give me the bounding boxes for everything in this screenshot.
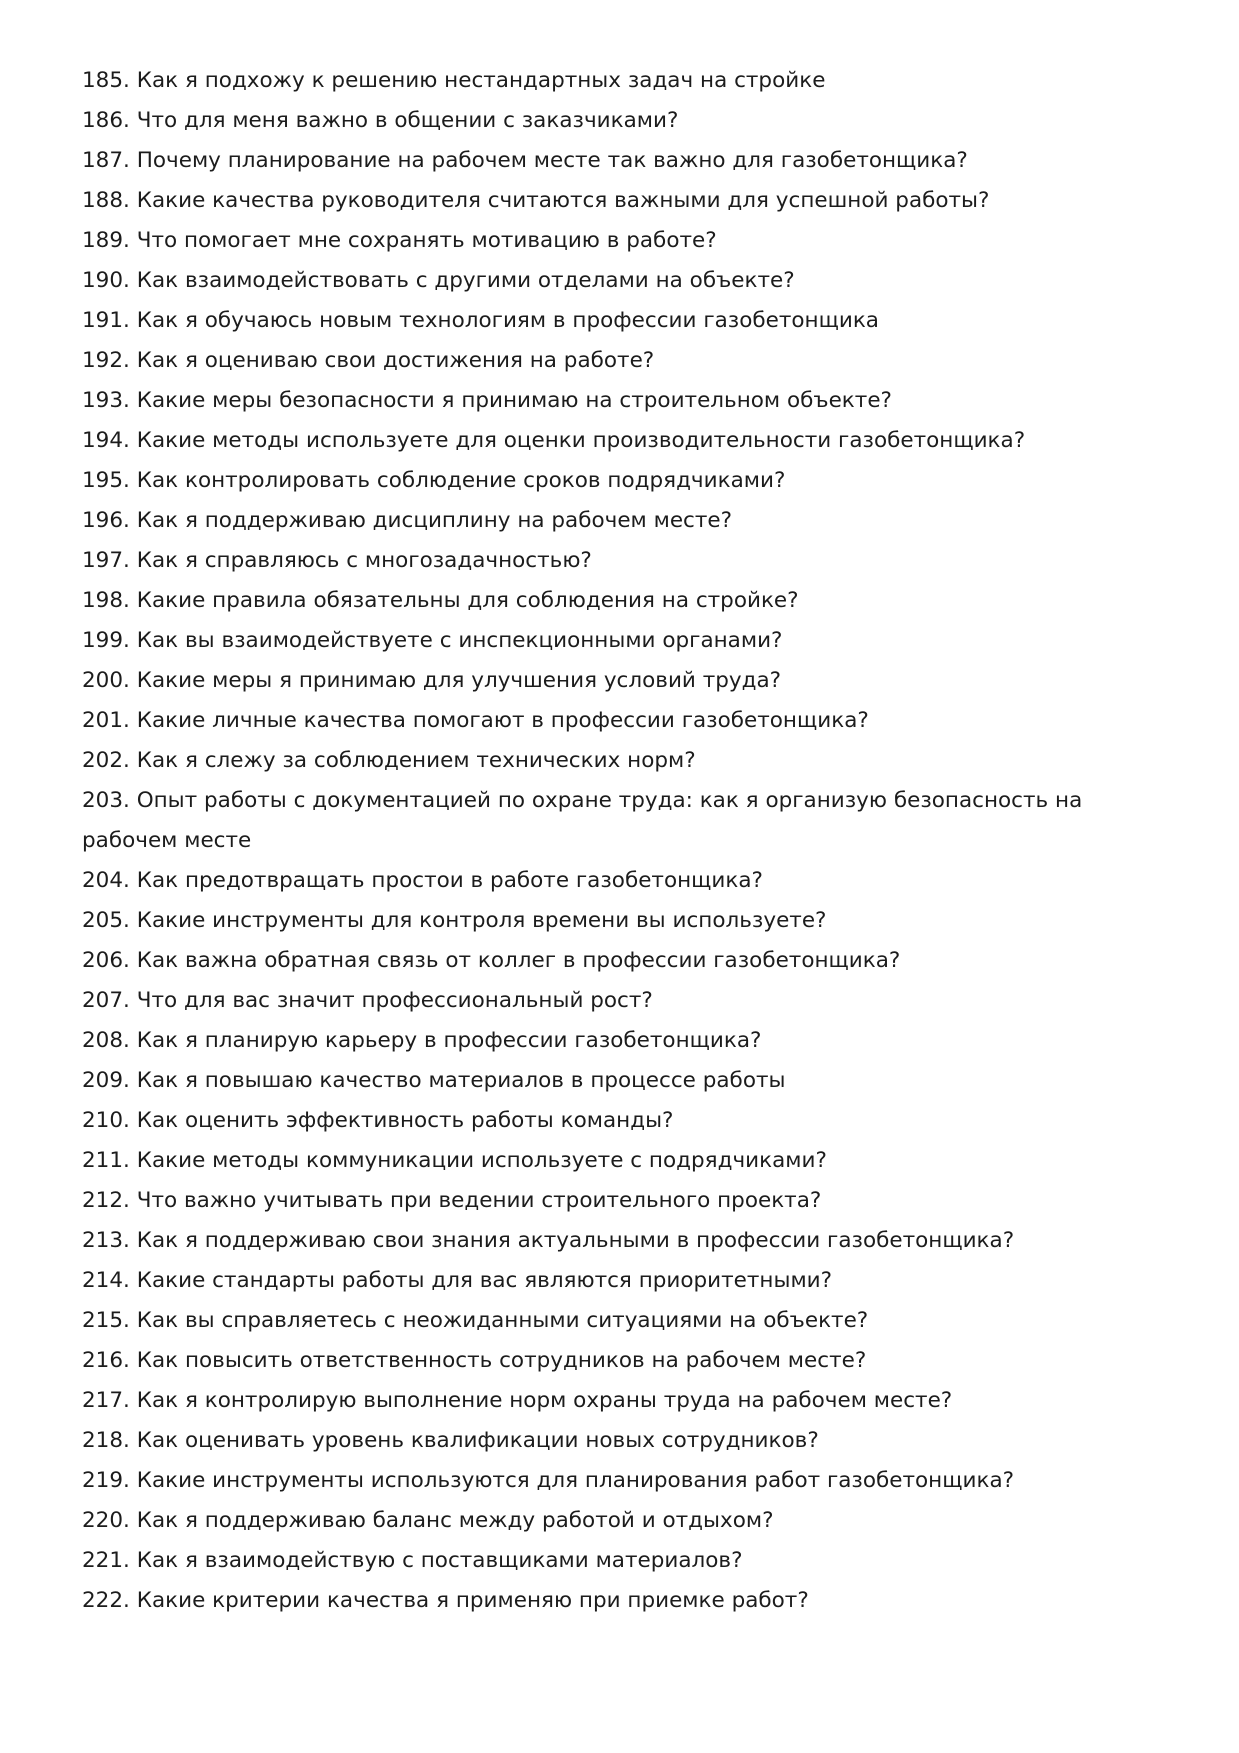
list-item: 213. Как я поддерживаю свои знания актуальными в профессии газобетонщика? [82, 1228, 1015, 1253]
list-item: 220. Как я поддерживаю баланс между работой и отдыхом? [82, 1508, 774, 1533]
list-item: 201. Какие личные качества помогают в профессии газобетонщика? [82, 708, 869, 733]
list-item: 194. Какие методы используете для оценки производительности газобетонщика? [82, 428, 1026, 453]
list-item: 203. Опыт работы с документацией по охране труда: как я организую безопасность на рабочем месте [82, 788, 1083, 853]
list-item: 189. Что помогает мне сохранять мотивацию в работе? [82, 228, 717, 253]
list-item: 215. Как вы справляетесь с неожиданными ситуациями на объекте? [82, 1308, 869, 1333]
list-item: 196. Как я поддерживаю дисциплину на рабочем месте? [82, 508, 733, 533]
list-item: 207. Что для вас значит профессиональный рост? [82, 988, 653, 1013]
list-item: 185. Как я подхожу к решению нестандартных задач на стройке [82, 68, 826, 93]
list-item: 218. Как оценивать уровень квалификации новых сотрудников? [82, 1428, 819, 1453]
list-item: 210. Как оценить эффективность работы команды? [82, 1108, 674, 1133]
list-item: 193. Какие меры безопасности я принимаю на строительном объекте? [82, 388, 892, 413]
list-item: 211. Какие методы коммуникации используете с подрядчиками? [82, 1148, 827, 1173]
list-item: 195. Как контролировать соблюдение сроков подрядчиками? [82, 468, 786, 493]
list-item: 208. Как я планирую карьеру в профессии газобетонщика? [82, 1028, 762, 1053]
question-list [82, 61, 1102, 1621]
list-item: 192. Как я оцениваю свои достижения на работе? [82, 348, 655, 373]
list-item: 187. Почему планирование на рабочем месте так важно для газобетонщика? [82, 148, 968, 173]
list-item: 214. Какие стандарты работы для вас являются приоритетными? [82, 1268, 833, 1293]
list-item: 190. Как взаимодействовать с другими отделами на объекте? [82, 268, 795, 293]
list-item: 217. Как я контролирую выполнение норм охраны труда на рабочем месте? [82, 1388, 953, 1413]
list-item: 219. Какие инструменты используются для планирования работ газобетонщика? [82, 1468, 1015, 1493]
list-item: 191. Как я обучаюсь новым технологиям в профессии газобетонщика [82, 308, 879, 333]
list-item: 198. Какие правила обязательны для соблюдения на стройке? [82, 588, 799, 613]
list-item: 199. Как вы взаимодействуете с инспекционными органами? [82, 628, 783, 653]
list-item: 209. Как я повышаю качество материалов в процессе работы [82, 1068, 786, 1093]
list-item: 204. Как предотвращать простои в работе газобетонщика? [82, 868, 763, 893]
list-item: 212. Что важно учитывать при ведении строительного проекта? [82, 1188, 822, 1213]
list-item: 197. Как я справляюсь с многозадачностью? [82, 548, 592, 573]
list-item: 206. Как важна обратная связь от коллег в профессии газобетонщика? [82, 948, 901, 973]
list-item: 202. Как я слежу за соблюдением технических норм? [82, 748, 696, 773]
list-item: 216. Как повысить ответственность сотрудников на рабочем месте? [82, 1348, 867, 1373]
list-item: 186. Что для меня важно в общении с заказчиками? [82, 108, 679, 133]
list-item: 205. Какие инструменты для контроля времени вы используете? [82, 908, 827, 933]
list-item: 200. Какие меры я принимаю для улучшения условий труда? [82, 668, 782, 693]
list-item: 221. Как я взаимодействую с поставщиками материалов? [82, 1548, 743, 1573]
list-item: 222. Какие критерии качества я применяю при приемке работ? [82, 1588, 809, 1613]
list-item: 188. Какие качества руководителя считаются важными для успешной работы? [82, 188, 990, 213]
